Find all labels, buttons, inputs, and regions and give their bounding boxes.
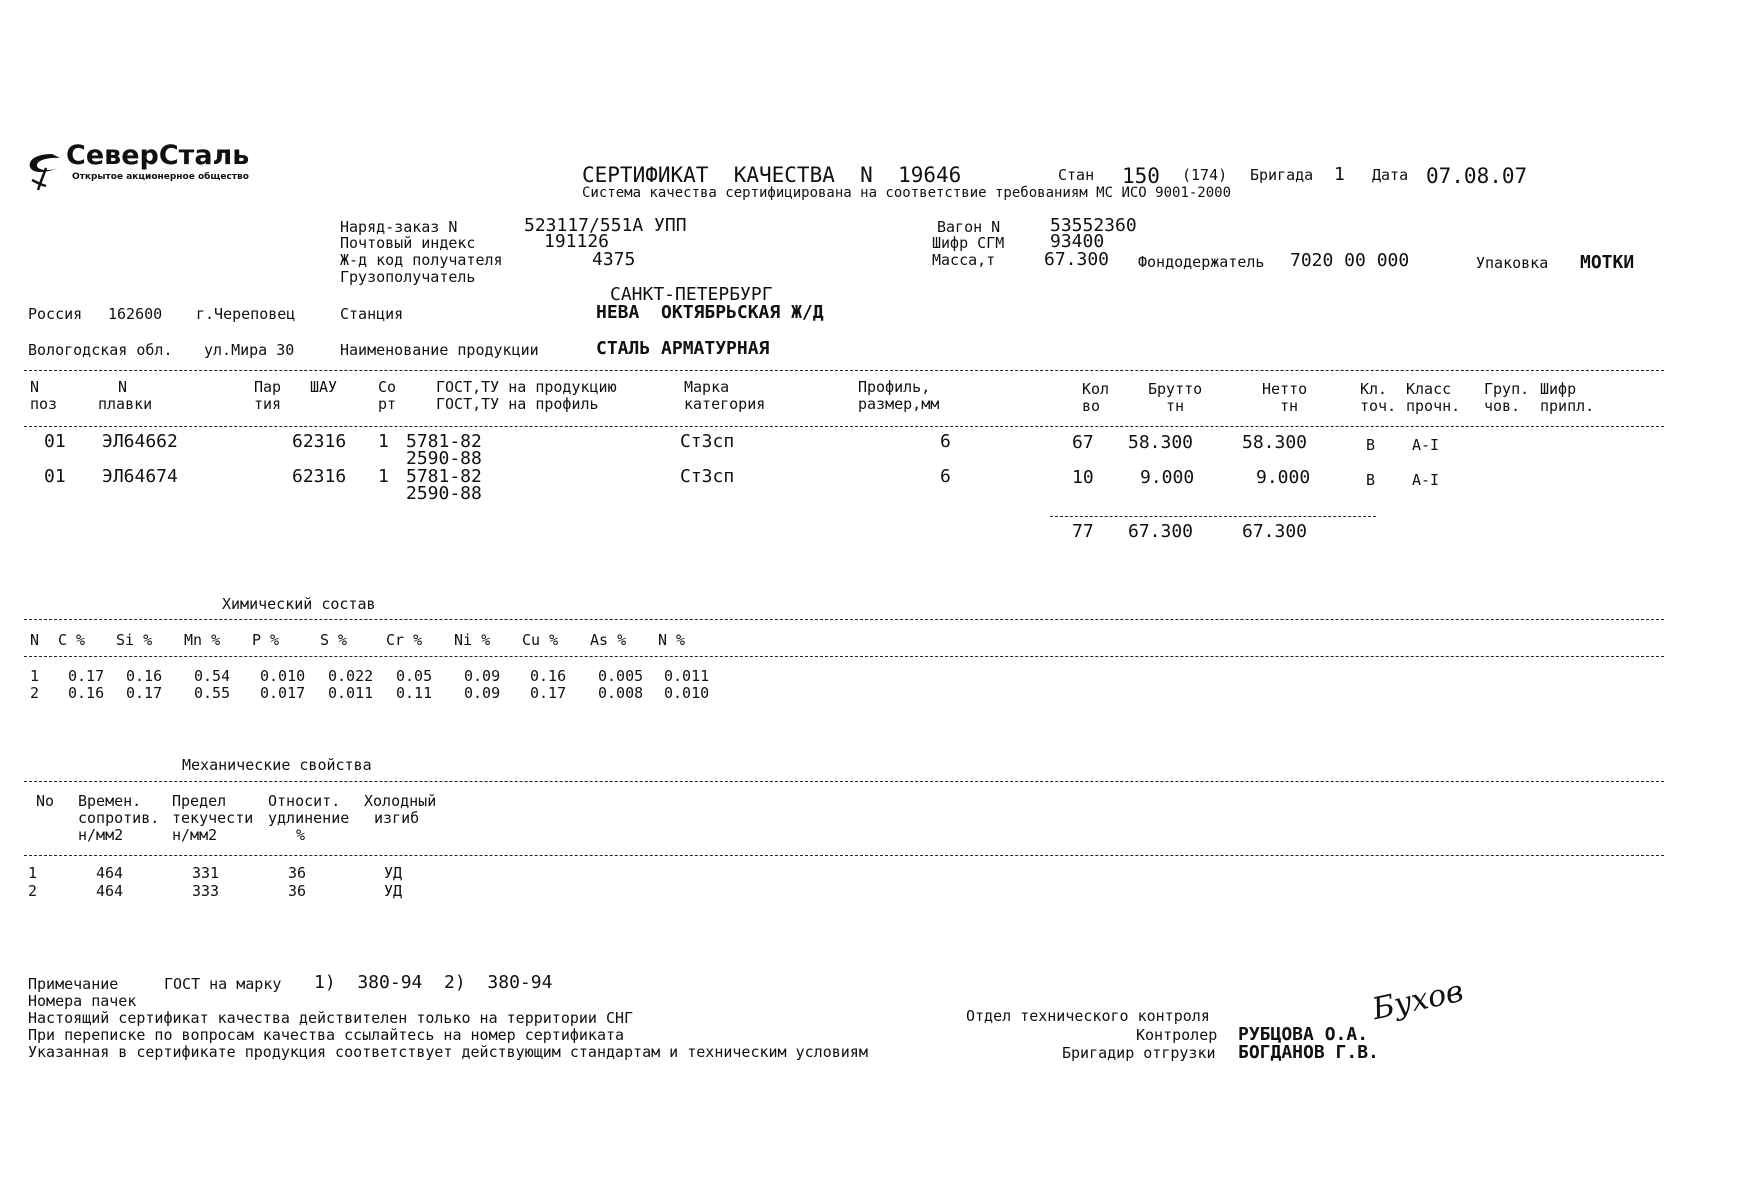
chem-n: 1 — [30, 667, 40, 685]
note-label: Примечание — [28, 975, 119, 993]
main-table-header-line — [24, 426, 1664, 427]
chemistry-top-line — [24, 619, 1664, 620]
col-group-header-2: чов. — [1484, 397, 1521, 415]
chem-si: 0.16 — [126, 667, 163, 685]
row-grade: Ст3сп — [680, 466, 735, 487]
mech-bend: УД — [384, 864, 403, 882]
col-grade-header: Марка — [684, 378, 730, 396]
chem-p: 0.017 — [260, 684, 306, 702]
row-gost-profile: 2590-88 — [406, 448, 482, 469]
col-cipher-header-2: припл. — [1540, 397, 1595, 415]
packaging-label: Упаковка — [1476, 254, 1549, 272]
footer-line-1: Настоящий сертификат качества действителен только на территории СНГ — [28, 1009, 634, 1027]
rail-code-label: Ж-д код получателя — [340, 251, 503, 269]
chem-col-c: C % — [58, 631, 86, 649]
row-gost-product: 5781-82 — [406, 466, 482, 487]
col-sort-header: Со — [378, 378, 397, 396]
chem-col-ni: Ni % — [454, 631, 491, 649]
chem-col-n: N — [30, 631, 40, 649]
row-batch: 62316 — [292, 431, 347, 452]
rail-code-value: 4375 — [592, 249, 636, 270]
station-label: Станция — [340, 305, 404, 323]
bundle-numbers-label: Номера пачек — [28, 992, 137, 1010]
mech-col-yield: Предел — [172, 792, 227, 810]
postal-label: Почтовый индекс — [340, 234, 476, 252]
row-class: А-I — [1412, 471, 1440, 489]
col-gost-header: ГОСТ,ТУ на продукцию — [436, 378, 617, 396]
order-label: Наряд-заказ N — [340, 218, 458, 236]
footer-line-2: При переписке по вопросам качества ссылайтесь на номер сертификата — [28, 1026, 625, 1044]
row-pos: 01 — [44, 431, 66, 452]
mech-strength: 464 — [96, 864, 124, 882]
controller-name: РУБЦОВА О.А. — [1238, 1024, 1369, 1045]
sender-region: Вологодская обл. — [28, 341, 173, 359]
row-qty: 67 — [1072, 432, 1094, 453]
product-name-value: СТАЛЬ АРМАТУРНАЯ — [596, 338, 770, 359]
chem-col-as: As % — [590, 631, 627, 649]
sgm-value: 93400 — [1050, 231, 1105, 252]
row-gost-product: 5781-82 — [406, 431, 482, 452]
total-gross: 67.300 — [1128, 521, 1194, 542]
row-gost-profile: 2590-88 — [406, 483, 482, 504]
mech-strength: 464 — [96, 882, 124, 900]
col-heat-header-2: плавки — [98, 395, 153, 413]
col-group-header: Груп. — [1484, 380, 1530, 398]
brigada-value: 1 — [1334, 164, 1345, 185]
mech-col-strength-3: н/мм2 — [78, 826, 124, 844]
row-gross: 9.000 — [1140, 467, 1195, 488]
totals-line — [1050, 516, 1376, 517]
mass-value: 67.300 — [1044, 249, 1110, 270]
chem-p: 0.010 — [260, 667, 306, 685]
date-label: Дата — [1372, 166, 1409, 184]
company-name: СеверСталь — [66, 140, 250, 171]
fundholder-value: 7020 00 000 — [1290, 250, 1410, 271]
chem-col-nitrogen: N % — [658, 631, 686, 649]
station-value: НЕВА ОКТЯБРЬСКАЯ Ж/Д — [596, 302, 824, 323]
mech-yield: 331 — [192, 864, 220, 882]
chem-cr: 0.11 — [396, 684, 433, 702]
col-acc-header-2: точ. — [1360, 397, 1397, 415]
chemistry-title: Химический состав — [222, 595, 376, 613]
chem-as: 0.008 — [598, 684, 644, 702]
chem-mn: 0.55 — [194, 684, 231, 702]
chem-s: 0.022 — [328, 667, 374, 685]
col-net-header: Нетто — [1262, 380, 1308, 398]
chem-nitrogen: 0.010 — [664, 684, 710, 702]
col-gost-header-2: ГОСТ,ТУ на профиль — [436, 395, 599, 413]
stan-paren: (174) — [1182, 166, 1228, 184]
sender-country: Россия — [28, 305, 83, 323]
mech-col-no: No — [36, 792, 55, 810]
chem-col-cu: Cu % — [522, 631, 559, 649]
col-heat-header: N — [118, 378, 128, 396]
mech-col-yield-2: текучести — [172, 809, 254, 827]
consignee-label: Грузополучатель — [340, 268, 476, 286]
wagon-value: 53552360 — [1050, 215, 1137, 236]
col-class-header: Класс — [1406, 380, 1452, 398]
row-qty: 10 — [1072, 467, 1094, 488]
row-accuracy: В — [1366, 471, 1376, 489]
mech-col-elong-3: % — [296, 826, 306, 844]
row-batch: 62316 — [292, 466, 347, 487]
col-qty-header-2: во — [1082, 397, 1101, 415]
sender-city: г.Череповец — [196, 305, 296, 323]
mech-col-strength: Времен. — [78, 792, 142, 810]
chem-si: 0.17 — [126, 684, 163, 702]
fundholder-label: Фондодержатель — [1138, 253, 1265, 271]
chem-col-si: Si % — [116, 631, 153, 649]
chem-mn: 0.54 — [194, 667, 231, 685]
product-name-label: Наименование продукции — [340, 341, 539, 359]
mech-col-strength-2: сопротив. — [78, 809, 160, 827]
col-qty-header: Кол — [1082, 380, 1110, 398]
system-note: Система качества сертифицирована на соответствие требованиям МС ИСО 9001-2000 — [582, 185, 1232, 201]
row-sort: 1 — [378, 431, 389, 452]
company-logo — [26, 140, 250, 214]
row-grade: Ст3сп — [680, 431, 735, 452]
row-class: А-I — [1412, 436, 1440, 454]
mech-bend: УД — [384, 882, 403, 900]
col-pos-header-2: поз — [30, 395, 58, 413]
row-profile: 6 — [940, 431, 951, 452]
row-net: 9.000 — [1256, 467, 1311, 488]
otk-label: Отдел технического контроля — [966, 1007, 1210, 1025]
chem-col-mn: Mn % — [184, 631, 221, 649]
mech-col-bend: Холодный — [364, 792, 437, 810]
chem-c: 0.17 — [68, 667, 105, 685]
row-pos: 01 — [44, 466, 66, 487]
stan-value: 150 — [1122, 164, 1160, 188]
chemistry-header-line — [24, 656, 1664, 657]
mass-label: Масса,т — [932, 251, 996, 269]
chem-col-cr: Cr % — [386, 631, 423, 649]
brigada-label: Бригада — [1250, 166, 1314, 184]
packaging-value: МОТКИ — [1580, 252, 1635, 273]
mech-no: 1 — [28, 864, 38, 882]
mechanical-header-line — [24, 855, 1664, 856]
col-acc-header: Кл. — [1360, 380, 1388, 398]
chem-col-s: S % — [320, 631, 348, 649]
chem-c: 0.16 — [68, 684, 105, 702]
chem-cu: 0.17 — [530, 684, 567, 702]
company-subtitle: Открытое акционерное общество — [72, 172, 249, 182]
mech-elong: 36 — [288, 864, 307, 882]
controller-label: Контролер — [1136, 1026, 1218, 1044]
chem-n: 2 — [30, 684, 40, 702]
total-qty: 77 — [1072, 521, 1094, 542]
postal-value: 191126 — [544, 231, 610, 252]
gost-grade-label: ГОСТ на марку — [164, 975, 282, 993]
sender-street: ул.Мира 30 — [204, 341, 295, 359]
date-value: 07.08.07 — [1426, 164, 1528, 188]
row-gross: 58.300 — [1128, 432, 1194, 453]
wagon-label: Вагон N — [937, 218, 1001, 236]
col-sort-header-2: рт — [378, 395, 397, 413]
chem-cr: 0.05 — [396, 667, 433, 685]
mech-yield: 333 — [192, 882, 220, 900]
row-heat: ЭЛ64674 — [102, 466, 178, 487]
col-profile-header: Профиль, — [858, 378, 931, 396]
main-table-top-line — [24, 370, 1664, 371]
mech-elong: 36 — [288, 882, 307, 900]
mechanical-title: Механические свойства — [182, 756, 372, 774]
mech-no: 2 — [28, 882, 38, 900]
sender-zip: 162600 — [108, 305, 163, 323]
row-profile: 6 — [940, 466, 951, 487]
col-gross-header: Брутто — [1148, 380, 1203, 398]
col-net-header-2: тн — [1280, 397, 1299, 415]
mech-col-elong: Относит. — [268, 792, 341, 810]
chem-ni: 0.09 — [464, 667, 501, 685]
signature: Бухов — [1369, 973, 1467, 1028]
shipping-foreman-name: БОГДАНОВ Г.В. — [1238, 1042, 1379, 1063]
certificate-title: СЕРТИФИКАТ КАЧЕСТВА N 19646 — [582, 163, 962, 187]
col-class-header-2: прочн. — [1406, 397, 1461, 415]
chem-cu: 0.16 — [530, 667, 567, 685]
chem-s: 0.011 — [328, 684, 374, 702]
col-cipher-header: Шифр — [1540, 380, 1577, 398]
col-batch-header-2: тия — [254, 395, 282, 413]
row-sort: 1 — [378, 466, 389, 487]
col-profile-header-2: размер,мм — [858, 395, 940, 413]
total-net: 67.300 — [1242, 521, 1308, 542]
row-net: 58.300 — [1242, 432, 1308, 453]
shipping-foreman-label: Бригадир отгрузки — [1062, 1044, 1216, 1062]
chem-as: 0.005 — [598, 667, 644, 685]
stan-label: Стан — [1058, 166, 1095, 184]
order-value: 523117/551А УПП — [524, 215, 687, 236]
col-batch-header: Пар — [254, 378, 282, 396]
mech-col-elong-2: удлинение — [268, 809, 350, 827]
chem-ni: 0.09 — [464, 684, 501, 702]
row-heat: ЭЛ64662 — [102, 431, 178, 452]
mech-col-bend-2: изгиб — [374, 809, 420, 827]
mech-col-yield-3: н/мм2 — [172, 826, 218, 844]
col-grade-header-2: категория — [684, 395, 766, 413]
row-accuracy: В — [1366, 436, 1376, 454]
gost-grade-value: 1) 380-94 2) 380-94 — [314, 972, 553, 993]
consignee-value: САНКТ-ПЕТЕРБУРГ — [610, 284, 773, 305]
col-shau-header: ШАУ — [310, 378, 338, 396]
sgm-label: Шифр СГМ — [932, 234, 1005, 252]
col-pos-header: N — [30, 378, 40, 396]
chem-col-p: P % — [252, 631, 280, 649]
chem-nitrogen: 0.011 — [664, 667, 710, 685]
col-gross-header-2: тн — [1166, 397, 1185, 415]
footer-line-3: Указанная в сертификате продукция соответствует действующим стандартам и техническим условиям — [28, 1043, 868, 1061]
mechanical-top-line — [24, 781, 1664, 782]
